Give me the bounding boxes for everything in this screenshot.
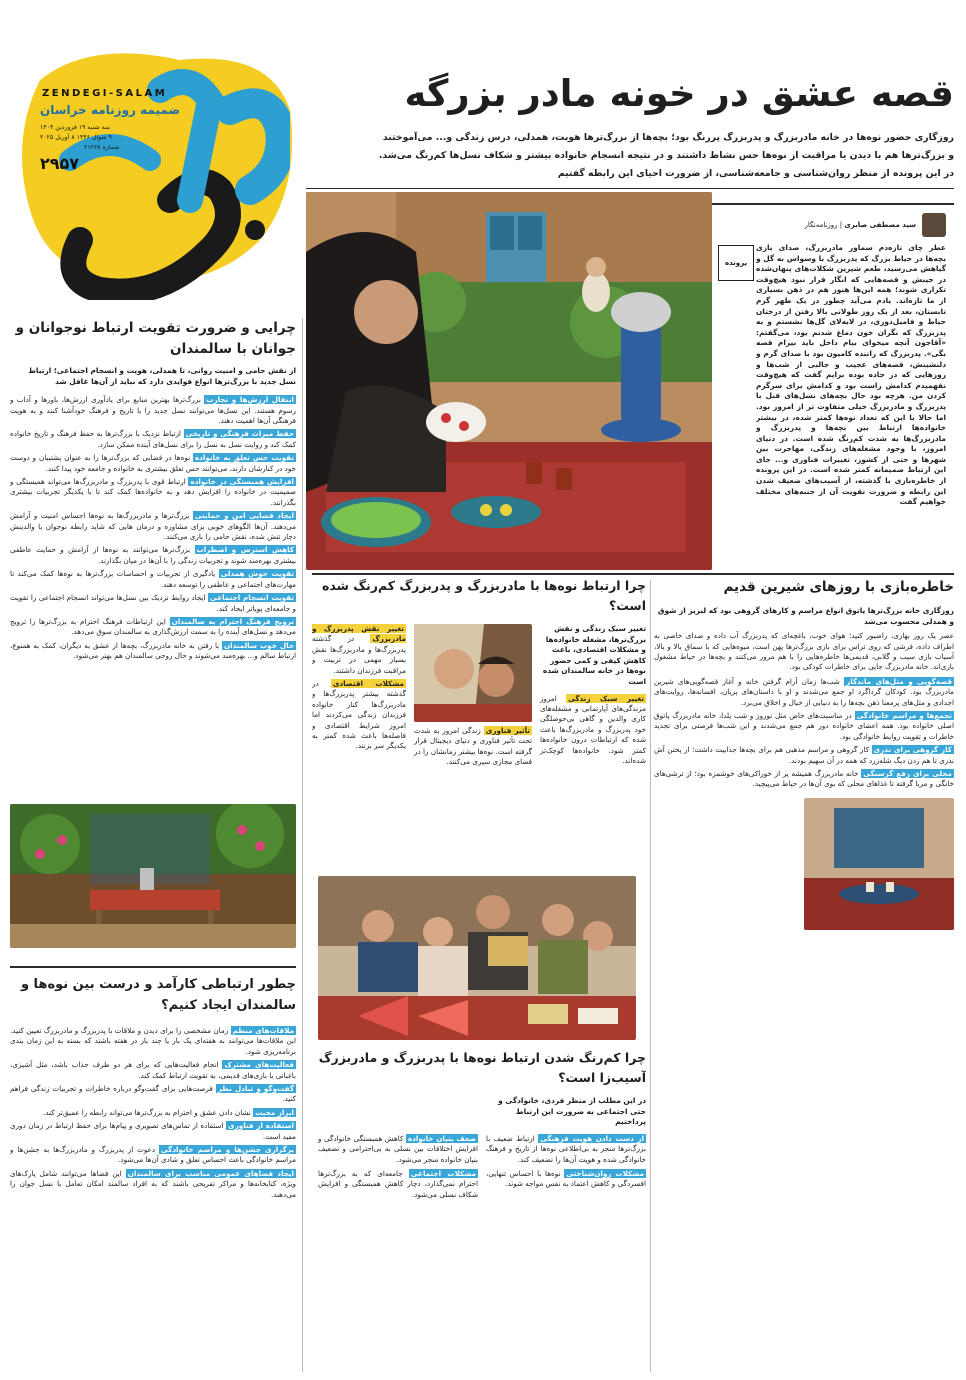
- paragraph-text: بزرگ‌ترها می‌توانند به نوه‌ها از آرامش و حمایت عاطفی بیشتری بهره‌مند شوند و تجربیات زندگی را با آن‌ها در میان بگذارند.: [10, 545, 296, 565]
- left-story-title: چرایی و ضرورت تقویت ارتباط نوجوانان و جوانان با سالمندان: [15, 320, 296, 357]
- right-story-body: عصر یک روز بهاری، راضیور کنید؛ هوای خوب، باغچه‌ای که پدربزرگ آب داده و صدای خاصی به اطراف داده، فرشی که روی تراس برای بازی بزرگ‌ترها پهن است، میوه‌هایی که با سماق بالا و بالا، آسیاب بازی سیب و گلابی، قدیمی‌ها خاطره‌هایی را با هم مرور می‌کنند و بچه‌ها در حیاط مشغول بازی‌اند. خانه مادربزرگ جایی برای خاطرات کودکی بود.: [654, 631, 954, 672]
- paragraph-subhead: محلی برای رفع گرسنگی: [863, 769, 952, 779]
- paragraph-subhead: برگزاری جشن‌ها و مراسم خانوادگی: [160, 1145, 294, 1155]
- family-reading-illustration: [318, 876, 636, 1040]
- paragraph-subhead: انتقال ارزش‌ها و تجارب: [206, 395, 294, 405]
- bottom-left-paragraphs: [10, 1026, 296, 1200]
- paragraph-text: دعوت از پدربزرگ و مادربزرگ‌ها به جشن‌ها و مراسم خانوادگی باعث احساس تعلق و شادی آن‌ها می‌شود.: [10, 1145, 296, 1165]
- paragraph-subhead: تقویت حس تعلق به خانواده: [194, 453, 294, 463]
- left-story: [10, 318, 296, 798]
- paragraph-text: فرصت‌هایی برای گفت‌وگو درباره خاطرات و تجربیات زندگی فراهم کنید.: [10, 1084, 296, 1104]
- paragraph: [10, 1084, 296, 1105]
- page-number: ۲۹۵۷: [40, 154, 80, 173]
- center-bottom-title: چرا کم‌رنگ شدن ارتباط نوه‌ها با پدربزرگ و مادربزرگ آسیب‌زا است؟: [318, 1050, 646, 1085]
- center-mid-story: [312, 576, 646, 866]
- paragraph-subhead: حفظ میراث فرهنگی و تاریخی: [185, 429, 294, 439]
- paragraph: [10, 593, 296, 614]
- paragraph-text: جامعه‌ای که به بزرگ‌ترها احترام نمی‌گذارد، دچار کاهش همبستگی و افزایش شکاف نسلی می‌شود.: [318, 1169, 478, 1199]
- paragraph-text: شب‌ها زمان آرام گرفتن خانه و آغاز قصه‌گویی‌های شیرین مادربزرگ بود. کودکان گرداگرد او جمع می‌شدند و او با داستان‌های پریان، افسانه‌ها، روایت‌های اجدادی و مثل‌های پرمعنا ذهن بچه‌ها را به دنیایی از خیال و اخلاق می‌برد.: [654, 676, 954, 707]
- paragraph-text: نوه‌ها با احساس تنهایی، افسردگی و کاهش اعتماد به نفس مواجه شوند.: [486, 1169, 646, 1189]
- paragraph-text: در گذشته بیشتر پدربزرگ‌ها و مادربزرگ‌ها کنار خانواده فرزندان زندگی می‌کردند اما امروز شرایط اقتصادی و فاصله‌ها باعث شده کمتر به یکدیگر سر بزنند.: [312, 679, 406, 751]
- masthead-subtitle: ضمیمه روزنامه خراسان: [40, 103, 180, 117]
- paragraph-subhead: ترویج فرهنگ احترام به سالمندان: [171, 616, 294, 626]
- paragraph-subhead: گفت‌وگو و تبادل نظر: [217, 1084, 294, 1094]
- masthead: [0, 0, 300, 300]
- paragraph-text: این ارتباطات فرهنگ احترام به بزرگ‌ترها را ترویج می‌دهد و نسل‌های آینده را به سمت ارزش‌گذاری به سالمندان سوق می‌دهد.: [10, 616, 296, 637]
- paragraph-subhead: حال خوب سالمندان: [223, 640, 295, 650]
- main-photo-illustration: [306, 192, 712, 570]
- paragraph-subhead: فعالیت‌های مشترک: [224, 1060, 294, 1070]
- right-story-intro: روزگاری خانه بزرگ‌ترها پاتوق انواع مراسم و کارهای گروهی بود که لبریز از شوق و همدلی محسوب می‌شد: [657, 606, 954, 626]
- author-byline: سید مصطفی صابری | روزنامه‌نگار: [746, 211, 946, 239]
- author-name: سید مصطفی صابری: [844, 220, 916, 229]
- paragraph: [654, 677, 954, 708]
- paragraph: [10, 1145, 296, 1166]
- paragraph-text: این فضاها می‌توانند شامل پارک‌های ویژه، کتابخانه‌ها و مراکز تفریحی باشند که به افراد سالمند امکان تعامل با نسل جوان را می‌دهند.: [10, 1168, 296, 1199]
- paragraph: [312, 624, 406, 676]
- paragraph: [414, 726, 532, 768]
- bottom-left-title: چطور ارتباطی کارآمد و درست بین نوه‌ها و سالمندان ایجاد کنیم؟: [20, 977, 296, 1013]
- center-bottom-col2: [318, 1134, 478, 1204]
- paragraph-text: در مناسبت‌های خاص مثل نوروز و شب یلدا، خانه مادربزرگ پاتوق اصلی خانواده بود. همه اعضای خانواده دور هم جمع می‌شدند و این شب‌ها فرصتی برای تجدید خاطرات و تقویت روابط خانوادگی بود.: [654, 711, 954, 741]
- paragraph-text: با رفتن به خانه مادربزرگ، بچه‌ها از عشق به دیگران، کمک به همنوع، ارتباط سالم و... بهره‌مند می‌شوند و حال روحی سالمندان هم بهتر می‌شود.: [10, 640, 296, 661]
- bottom-left-story: [10, 966, 296, 1372]
- paragraph: [10, 545, 296, 566]
- paragraph-text: نشان دادن عشق و احترام به بزرگ‌ترها می‌تواند رابطه را عمیق‌تر کند.: [43, 1107, 254, 1117]
- paragraph: [10, 511, 296, 542]
- lead-deck-2: و بزرگ‌ترها هم با دیدن یا مراقبت از نوه‌ها حس نشاط داشتند و در نتیجه انسجام خانواده بیشتر و شکاف نسل‌ها کم‌رنگ می‌شد.: [378, 150, 954, 161]
- paragraph-text: زمان مشخصی را برای دیدن و ملاقات با پدربزرگ و مادربزرگ تعیین کنید. این ملاقات‌ها می‌توانند به هفته‌ای یک بار یا چند بار در هفته باشند که بسته به این زمان بندی برنامه‌ریزی شود.: [10, 1026, 296, 1056]
- paragraph-text: کار گروهی و مراسم مذهبی هم برای بچه‌ها جذابیت داشت؛ از پختن آش نذری تا هم زدن دیگ شله‌زرد که همه در آن سهیم بودند.: [654, 745, 954, 765]
- paragraph-text: یادگیری از تجربیات و احساسات بزرگ‌ترها به نوه‌ها کمک می‌کند تا مهارت‌های اجتماعی و عاطفی را توسعه دهند.: [10, 569, 296, 589]
- author-role: روزنامه‌نگار: [804, 220, 838, 229]
- traditional-room-illustration: [804, 798, 954, 930]
- center-mid-title: چرا ارتباط نوه‌ها با مادربزرگ و پدربزرگ کم‌رنگ شده است؟: [322, 578, 646, 613]
- page-title: قصه عشق در خونه مادر بزرگه: [404, 72, 954, 115]
- traditional-room-photo: [804, 798, 954, 930]
- lead-deck-1: روزگاری حضور نوه‌ها در خانه مادربزرگ و پدربزرگ پررنگ بود؛ بچه‌ها از بزرگ‌ترها هویت، همدلی، درس زندگی و... می‌آموختند: [382, 132, 954, 143]
- paragraph-text: انجام فعالیت‌هایی که برای هر دو طرف جذاب باشد، مثل آشپزی، باغبانی یا بازی‌های قدیمی، به تقویت ارتباط کمک کند.: [10, 1060, 296, 1080]
- paragraph: [318, 1169, 478, 1200]
- paragraph: [654, 745, 954, 766]
- paragraph-subhead: تغییر نقش پدربزرگ و مادربزرگ: [312, 624, 406, 644]
- paragraph: [10, 1108, 296, 1118]
- masthead-date1: سه شنبه ۱۹ فروردین ۱۴۰۴: [40, 124, 111, 131]
- paragraph: [10, 1121, 296, 1142]
- left-story-paragraphs: [10, 395, 296, 661]
- paragraph-subhead: کار گروهی برای نذری: [873, 745, 952, 755]
- col-divider-left: [302, 318, 303, 1372]
- paragraph-text: کاهش همبستگی خانوادگی و افزایش اختلافات بین نسلی به بی‌احترامی و تضعیف بنیان خانواده منجر می‌شود.: [318, 1133, 478, 1164]
- main-photo-grandmother-tea: [306, 192, 712, 570]
- paragraph-text: بزرگ‌ترها و مادربزرگ‌ها به نوه‌ها احساس امنیت و آرامش می‌دهند. آن‌ها الگوهای خوبی برای مشاوره و درمان هایی که شاید رابطه نوجوان با والدینش دچار تنش شده، نقش حامی را بازی می‌کنند.: [10, 511, 296, 542]
- paragraph: [654, 711, 954, 742]
- paragraph: [312, 679, 406, 752]
- center-bottom-col1: [486, 1134, 646, 1204]
- author-avatar: [922, 213, 946, 237]
- dossier-body: عطر چای تازه‌دم سماور مادربزرگ، صدای بازی بچه‌ها در حیاط بزرگ که پدربزرگ با وسواس به گل و گیاهش می‌رسید، طعم شیرین شکلات‌های پنهان‌شده در جیبش و قصه‌هایی که انگار قرار نبود هیچ‌وقت تکراری شوند؛ همه این‌ها هنوز هم در ذهن بسیاری از ما تازه‌اند. یادم می‌آید چطور در یک ظهر گرم تابستان، بعد از یک روز طولانی بالا رفتن از درختان حیاط و فامیل‌دوری، در لابه‌لای گل‌ها نشستم و به پدربزرگ که نگران خون دماغ شدنم بود، می‌گفتم: «آقاجون آنچه میخوای بیام داخل باید بیرام قصه بگی». پدربزرگ که راننده کامیون بود با صدای گرم و دلنشینش، قصه‌های عجیب و جالبی از شب‌ها و روزهایی که در جاده بوده برایم گفت که هیچ‌وقت نفهمیدم کدامش راست بود و کدامش برای سرگرم کردن من. هرچه بود حال بچه‌های نسل‌های قبل با پدربزرگ و مادربزرگ خیلی متفاوت تر از امروز بود. اما حالا با این که تعداد نوه‌ها کمتر شده، در بیشتر خانواده‌ها ارتباط بین بچه‌ها و پدربزرگ و مادربزرگ‌ها به شدت کم‌رنگ شده است. در دنیای امروز، با وجود مشغله‌های زندگی، مهاجرت بین شهرها و حتی از کشور، تغییرات فناوری و... جای این ارتباط صمیمانه کمتر شده است. در این پرونده از خاطره‌بازی با گذشته، از آسیب‌های ضعیف شدن این رابطه و ضرورت تقویت آن از جنبه‌های مختلف خواهیم گفت: [756, 243, 946, 507]
- center-bottom-story: [312, 1048, 646, 1372]
- paragraph-text: ایجاد روابط نزدیک بین نسل‌ها می‌تواند انسجام اجتماعی را تقویت و جامعه‌ای پویاتر ایجاد کند.: [10, 593, 296, 613]
- center-mid-col2: [414, 726, 532, 768]
- paragraph-subhead: تقویت حوش همدلی: [220, 569, 295, 579]
- paragraph: [10, 617, 296, 638]
- dossier-tag-label: پرونده: [724, 259, 748, 267]
- paragraph-subhead: استفاده از فناوری: [228, 1121, 294, 1131]
- paragraph-text: زندگی امروز به شدت تحت تأثیر فناوری و دنیای دیجیتال قرار گرفته است. نوه‌ها بیشتر زمانشان را در فضای مجازی سپری می‌کنند.: [414, 726, 532, 767]
- paragraph: [654, 769, 954, 790]
- right-story-paragraphs: [654, 677, 954, 790]
- grandmother-child-photo: [414, 624, 532, 722]
- paragraph-text: بزرگ‌ترها بهترین منابع برای یادآوری ارزش‌ها، باورها و آداب و رسوم هستند. این نسل‌ها می‌توانند نسل جدید را با تاریخ و فرهنگ خودآشنا کنند و به هویت فرهنگی آن‌ها اهمیت دهند.: [10, 395, 296, 425]
- masthead-issue: شماره ۲۱۲۲۸: [84, 144, 120, 151]
- center-mid-col1: [540, 694, 646, 767]
- paragraph: [486, 1134, 646, 1165]
- paragraph-subhead: تأثیر فناوری: [485, 726, 530, 735]
- paragraph-text: خانه مادربزرگ همیشه پر از خوراکی‌های خوشمزه بود؛ از ترشی‌های خانگی و مربا گرفته تا غذاهای محلی که بوی آن‌ها در حیاط می‌پیچید.: [654, 769, 954, 789]
- paragraph: [10, 1060, 296, 1081]
- paragraph: [10, 395, 296, 426]
- paragraph-text: ارتباط ضعیف با بزرگ‌ترها منجر به بی‌اطلاعی نوه‌ها از تاریخ و فرهنگ خانوادگی شده و هویت آن‌ها را تضعیف کند.: [486, 1133, 646, 1164]
- bottom-left-rule: [10, 966, 296, 968]
- paragraph: [540, 694, 646, 767]
- garden-bench-photo: [10, 804, 296, 948]
- paragraph: [10, 569, 296, 590]
- paragraph-subhead: از دست دادن هویت فرهنگی: [540, 1133, 645, 1143]
- paragraph-subhead: ابراز محبت: [255, 1107, 294, 1117]
- garden-bench-illustration: [10, 804, 296, 948]
- masthead-date2: ۹ شوال ۱۴۴۶ ۸ آوریل ۲۰۲۵: [40, 134, 112, 141]
- paragraph-subhead: تجمع‌ها و مراسم خانوادگی: [856, 711, 952, 721]
- paragraph: [10, 453, 296, 474]
- center-mid-intro: تغییر سبک زندگی و نقش بزرگ‌ترها، مشغله خانواده‌ها و مشکلات اقتصادی، باعث کاهش کیفی و کمی حضور نوه‌ها در خانه سالمندان شده است: [542, 624, 646, 686]
- mid-rule: [312, 573, 954, 575]
- paragraph: [10, 1026, 296, 1057]
- paragraph-text: ارتباط قوی با پدربزرگ و مادربزرگ‌ها می‌تواند همبستگی و صمیمیت در خانواده را افزایش دهد و به خانواده‌ها کمک کند تا با یکدیگر تجربیات بیشتری بگذرانند.: [10, 477, 296, 507]
- center-mid-col3: [312, 624, 406, 769]
- paragraph-text: استفاده از تماس‌های تصویری و پیام‌ها برای حفظ ارتباط در زمان دوری مفید است.: [10, 1121, 296, 1141]
- col-divider-right: [650, 580, 651, 1372]
- paragraph-subhead: مشکلات اجتماعی: [410, 1169, 476, 1178]
- paragraph-subhead: کاهش استرس و اضطراب: [196, 545, 294, 555]
- masthead-latin: ZENDEGI-SALAM: [42, 88, 168, 99]
- paragraph-subhead: ایجاد فضایی امن و حمایتی: [194, 511, 295, 521]
- left-story-kicker: از نقش حامی و امنیت روانی، تا همدلی، هویت و انسجام اجتماعی؛ ارتباط نسل جدید با بزرگ‌ترها انواع فوایدی دارد که نباید از آن‌ها غافل شد: [28, 366, 296, 386]
- paragraph-subhead: صعف بنیان خانواده: [407, 1133, 476, 1143]
- paragraph-text: ارتباط نزدیک با بزرگ‌ترها به حفظ فرهنگ و تاریخ خانواده کمک کند و روایت نسل به نسل را برای نسل‌های آینده ممکن سازد.: [10, 429, 296, 449]
- dossier-tag: [718, 245, 754, 281]
- family-reading-photo: [318, 876, 636, 1040]
- paragraph-subhead: افزایش همبستگی در خانواده: [190, 477, 294, 487]
- dossier-box: [712, 203, 954, 573]
- paragraph-subhead: مشکلات اقتصادی: [332, 679, 404, 689]
- paragraph: [10, 1169, 296, 1200]
- paragraph: [318, 1134, 478, 1165]
- right-story: [654, 576, 954, 1372]
- paragraph-subhead: تقویت انسجام اجتماعی: [209, 593, 295, 603]
- paragraph: [10, 641, 296, 662]
- paragraph-subhead: ایجاد فضاهای عمومی مناسب برای سالمندان: [127, 1168, 294, 1178]
- paragraph-subhead: ملاقات‌های منظم: [232, 1026, 294, 1035]
- paragraph-text: امروز مزندگی‌های آپارتمانی و مشغله‌های کاری والدین و گاهی بی‌حوصلگی خود پدربزرگ و مادربزرگ‌ها باعث شده که ارتباطات درون خانواده‌ها کمتر شود. خانواده‌ها کوچک‌تر شده‌اند.: [540, 693, 646, 765]
- paragraph-text: در گذشته پدربزرگ‌ها و مادربزرگ‌ها نقش بسیار مهمی در تربیت و مراقبت فرزندان داشتند.: [312, 634, 406, 675]
- lead-deck-3: در این پرونده از منظر روان‌شناسی و جامعه‌شناسی، از ضرورت احیای این رابطه گفتیم: [557, 168, 954, 179]
- paragraph: [10, 429, 296, 450]
- paragraph-subhead: تغییر سبک زندگی: [568, 693, 644, 703]
- paragraph-subhead: قصه‌گویی و مثل‌های ماندگار: [846, 676, 952, 686]
- top-rule: [306, 188, 954, 189]
- center-bottom-intro: در این مطلب از منظر فردی، خانوادگی و حتی اجتماعی به ضرورت این ارتباط پرداختیم: [498, 1096, 646, 1127]
- right-story-title: خاطره‌بازی با روزهای شیرین قدیم: [723, 579, 954, 595]
- paragraph-subhead: مشکلات روان‌شناختی: [566, 1169, 645, 1178]
- paragraph-text: نوه‌ها در فضایی که بزرگ‌ترها را به عنوان پشتیبان و دوست خود در کنارشان دارند، می‌توانند حس تعلق بیشتری به خانواده و جامعه خود پیدا کنند.: [10, 453, 296, 473]
- paragraph: [10, 477, 296, 508]
- paragraph: [486, 1169, 646, 1190]
- grandmother-child-illustration: [414, 624, 532, 722]
